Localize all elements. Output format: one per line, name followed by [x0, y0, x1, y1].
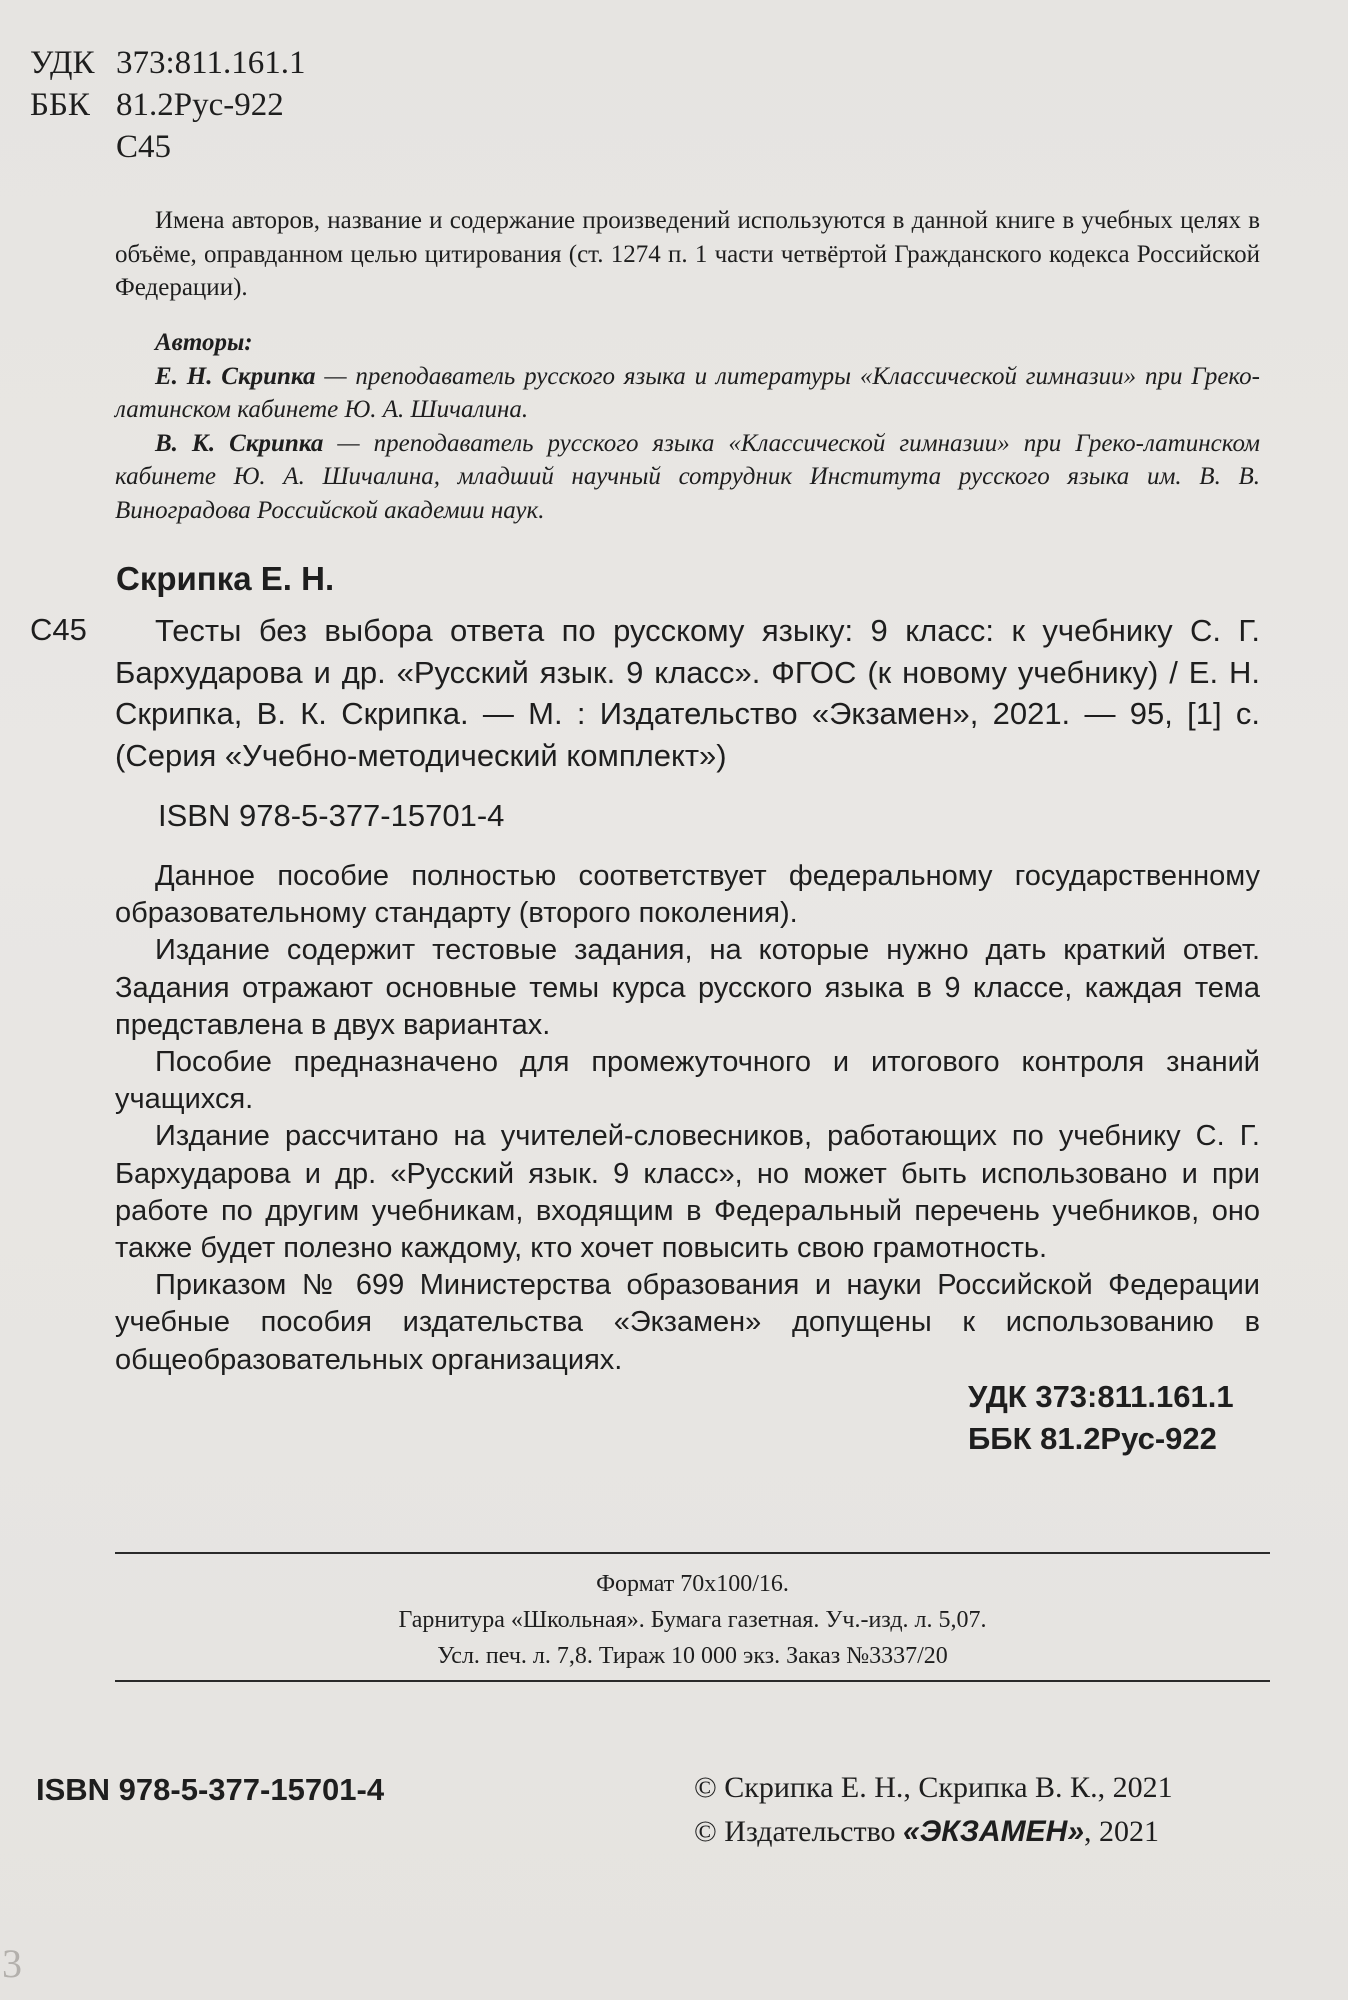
annotation-paragraph: Приказом № 699 Министерства образования и науки Российской Федерации учебные пособия издательства «Экзамен» допущены к использованию в общеобразовательных организациях. [115, 1269, 1260, 1376]
bbk-line [30, 84, 284, 126]
copyright-lines [694, 1766, 1173, 1854]
author-desc-2: — преподаватель русского языка «Классической гимназии» при Греко-латинском кабинете Ю. А. Шичалина, младший научный сотрудник Института русского языка им. В. В. Виноградова Российской академии наук. [115, 429, 1260, 524]
codes-bold [968, 1376, 1234, 1460]
annotation-paragraph: Пособие предназначено для промежуточного и итогового контроля знаний учащихся. [115, 1046, 1260, 1116]
author-mark: С45 [116, 129, 172, 165]
imprint-line-1: Формат 70х100/16. [596, 1571, 789, 1597]
author-name-2: В. К. Скрипка [155, 429, 324, 457]
copyright-publisher-suffix: , 2021 [1084, 1815, 1160, 1848]
author-name-1: Е. Н. Скрипка [155, 362, 316, 390]
copyright-authors: © Скрипка Е. Н., Скрипка В. К., 2021 [694, 1771, 1173, 1804]
publisher-brand: «ЭКЗАМЕН» [903, 1815, 1085, 1848]
copyright-publisher-prefix: © Издательство [694, 1815, 904, 1848]
imprint-line-2: Гарнитура «Школьная». Бумага газетная. Уч.-изд. л. 5,07. [398, 1607, 987, 1633]
authors-heading: Авторы: [155, 329, 253, 356]
bbk-key: ББК [30, 87, 90, 123]
bbk-bold: ББК 81.2Рус-922 [968, 1421, 1217, 1456]
bib-isbn: ISBN 978-5-377-15701-4 [158, 798, 505, 833]
copyright-publisher [694, 1810, 1173, 1854]
copyright-note-text: Имена авторов, название и содержание произведений используются в данной книге в учебных целях в объёме, оправданном целью цитирования (ст. 1274 п. 1 части четвёртой Гражданского кодекса Российской Федерации). [115, 207, 1260, 301]
imprint [115, 1566, 1270, 1674]
copyright-note [115, 204, 1260, 305]
footer-isbn: ISBN 978-5-377-15701-4 [36, 1772, 385, 1807]
author-entry-2 [115, 427, 1260, 528]
annotation-paragraph: Издание рассчитано на учителей-словесников, работающих по учебнику С. Г. Бархударова и др. «Русский язык. 9 класс», но может быть использовано и при работе по другим учебникам, входящим в Федеральный перечень учебников, оно также будет полезно каждому, кто хочет повысить свою грамотность. [115, 1120, 1260, 1265]
bib-code: С45 [30, 612, 87, 647]
bib-main-author: Скрипка Е. Н. [116, 560, 335, 597]
annotation-paragraph: Издание содержит тестовые задания, на которые нужно дать краткий ответ. Задания отражают основные темы курса русского языка в 9 классе, каждая тема представлена в двух вариантах. [115, 934, 1260, 1041]
udk-line [30, 42, 305, 84]
bib-description [115, 610, 1260, 776]
imprint-bottom-rule [115, 1680, 1270, 1682]
annotation-paragraph: Данное пособие полностью соответствует федеральному государственному образовательному стандарту (второго поколения). [115, 860, 1260, 930]
imprint-line-3: Усл. печ. л. 7,8. Тираж 10 000 экз. Заказ №3337/20 [437, 1643, 948, 1669]
imprint-top-rule [115, 1552, 1270, 1554]
author-desc-1: — преподаватель русского языка и литературы «Классической гимназии» при Греко-латинском кабинете Ю. А. Шичалина. [115, 362, 1260, 423]
author-entry-1 [115, 360, 1260, 427]
udk-key: УДК [30, 45, 95, 81]
bbk-value: 81.2Рус-922 [116, 87, 284, 123]
udk-value: 373:811.161.1 [116, 45, 306, 81]
bib-description-text: Тесты без выбора ответа по русскому языку: 9 класс: к учебнику С. Г. Бархударова и др. «Русский язык. 9 класс». ФГОС (к новому учебнику) / Е. Н. Скрипка, В. К. Скрипка. — М. : Издательство «Экзамен», 2021. — 95, [1] с. (Серия «Учебно-методический комплект») [115, 613, 1260, 773]
annotation [115, 858, 1260, 1379]
udk-bold: УДК 373:811.161.1 [968, 1379, 1234, 1414]
authors-block [115, 326, 1260, 527]
page-number: 3 [2, 1941, 22, 1986]
